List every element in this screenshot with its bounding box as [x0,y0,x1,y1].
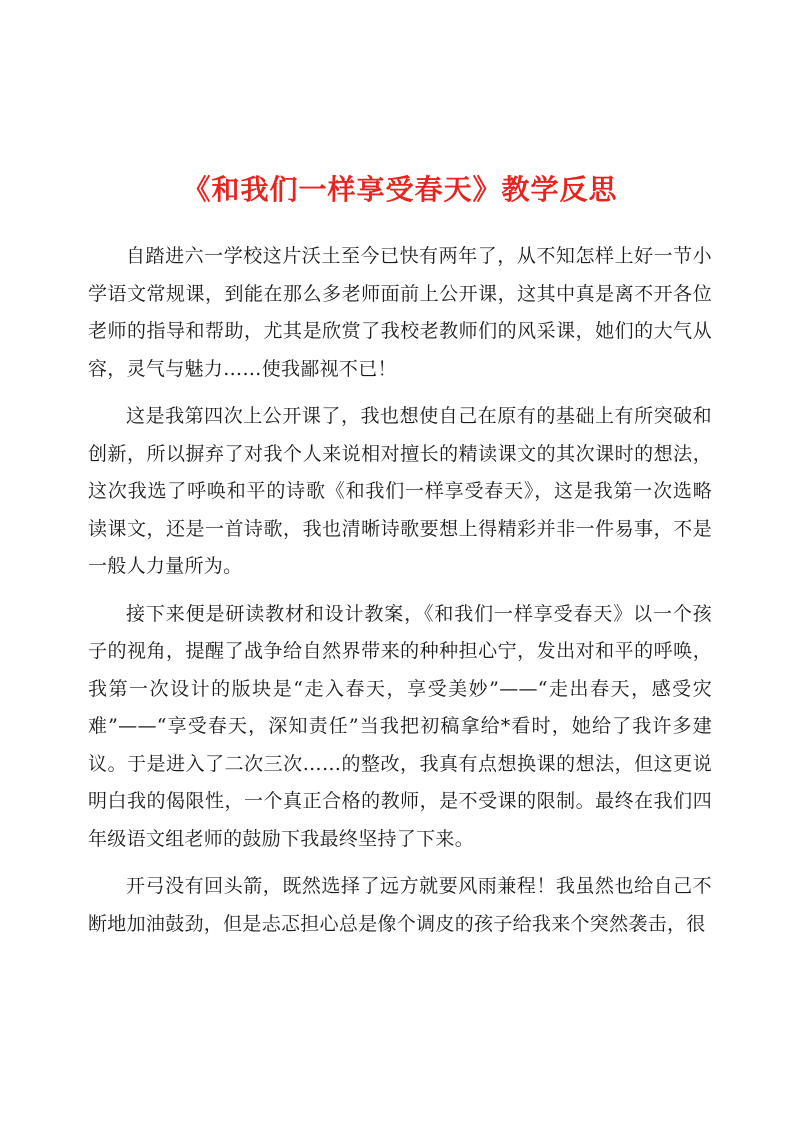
paragraph-4: 开弓没有回头箭，既然选择了远方就要风雨兼程！我虽然也给自己不断地加油鼓劲，但是忐忑担心总是像个调皮的孩子给我来个突然袭击，很 [88,875,712,935]
document-title: 《和我们一样享受春天》教学反思 [182,173,618,206]
paragraph-2: 这是我第四次上公开课了，我也想使自己在原有的基础上有所突破和创新，所以摒弃了对我个人来说相对擅长的精读课文的其次课时的想法，这次我选了呼唤和平的诗歌《和我们一样享受春天》，这是我第一次选略读课文，还是一首诗歌，我也清晰诗歌要想上得精彩并非一件易事，不是一般人力量所为。 [88,405,712,577]
paragraph-3: 接下来便是研读教材和设计教案，《和我们一样享受春天》以一个孩子的视角，提醒了战争给自然界带来的种种担心宁，发出对和平的呼唤，我第一次设计的版块是“走入春天，享受美妙”——“走出春天，感受灾难”——“享受春天，深知责任”当我把初稿拿给*看时，她给了我许多建议。于是进入了二次三次……的整改，我真有点想换课的想法，但这更说明白我的偈限性，一个真正合格的教师，是不受课的限制。最终在我们四年级语文组老师的鼓励下我最终坚持了下来。 [88,602,712,850]
paragraph-1: 自踏进六一学校这片沃土至今已快有两年了，从不知怎样上好一节小学语文常规课，到能在那么多老师面前上公开课，这其中真是离不开各位老师的指导和帮助，尤其是欣赏了我校老教师们的风采课，她们的大气从容，灵气与魅力……使我鄙视不已！ [88,245,712,380]
document-body [88,238,712,943]
